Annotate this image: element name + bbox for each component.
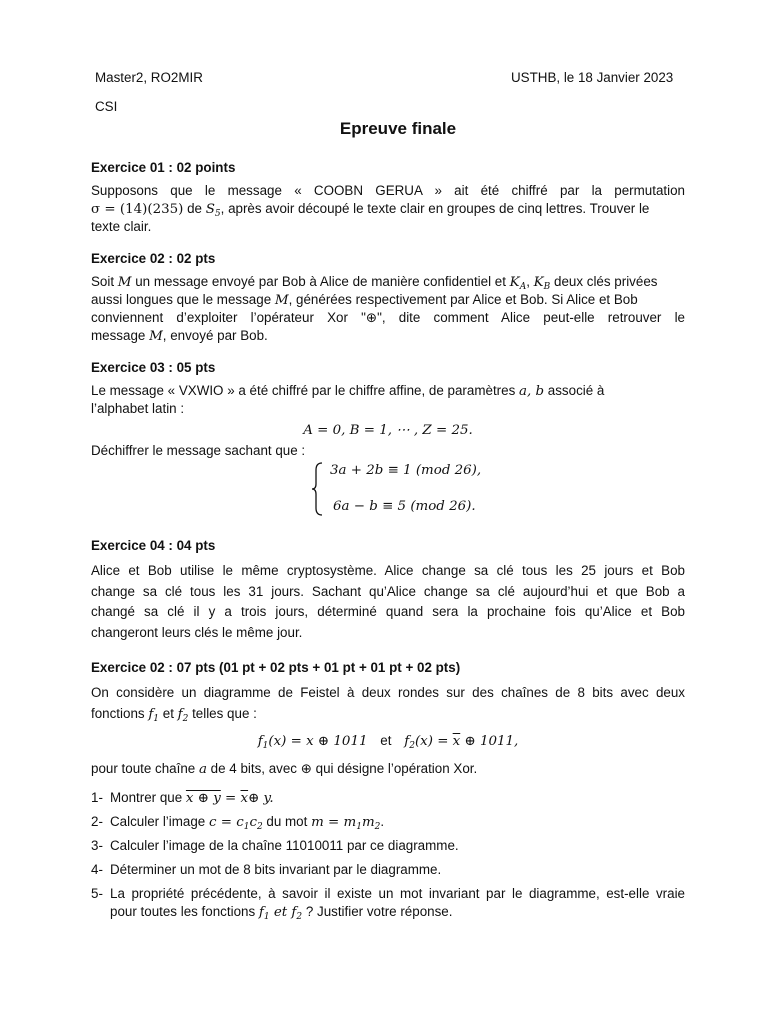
- ex2-line-4: message M, envoyé par Bob.: [91, 328, 268, 344]
- ex3-congruence-1: 3a + 2b ≡ 1 (mod 26),: [330, 463, 482, 478]
- question-3: Calculer l’image de la chaîne 11010011 par ce diagramme.: [110, 838, 459, 853]
- ex5-line-1: On considère un diagramme de Feistel à deux rondes sur des chaînes de 8 bits avec deux: [91, 685, 685, 700]
- ex5-heading: Exercice 02 : 07 pts (01 pt + 02 pts + 01 pt + 01 pt + 02 pts): [91, 660, 461, 675]
- ex3-heading: Exercice 03 : 05 pts: [91, 360, 216, 375]
- question-1: Montrer que x ⊕ $y = \overline{x}\oplus$ y.: [110, 790, 274, 806]
- ex1-line-2-text: , après avoir découpé le texte clair en groupes de cinq lettres. Trouver le: [220, 201, 650, 216]
- ex4-line-1: Alice et Bob utilise le même cryptosystème. Alice change sa clé tous les 25 jours et Bob: [91, 563, 685, 578]
- ex1-symmetric-group: $S_5$: [205, 202, 221, 219]
- ex1-de: de: [183, 201, 206, 216]
- ex4-heading: Exercice 04 : 04 pts: [91, 538, 216, 553]
- ex1-permutation: σ = (14)(235): [91, 202, 184, 217]
- question-number-1: 1-: [91, 790, 103, 805]
- ex3-line-2: l’alphabet latin :: [91, 401, 185, 416]
- ex3-congruence-2: 6a − b ≡ 5 (mod 26).: [333, 499, 476, 514]
- ex4-line-3: changé sa clé il y a trois jours, déterminé quand sera la prochaine fois qu’Alice et Bob: [91, 604, 685, 619]
- ex2-line-1: Soit M un message envoyé par Bob à Alice de manière confidentiel et $K_A$, $K_B$ deux clés privées: [91, 274, 658, 292]
- ex3-alphabet-equation: A = 0, B = 1, ⋯ , Z = 25.: [303, 423, 473, 438]
- question-5-line-2: pour toutes les fonctions $f_1$ et $f_2$ ? Justifier votre réponse.: [110, 904, 453, 922]
- ex3-line-3: Déchiffrer le message sachant que :: [91, 443, 306, 458]
- question-number-5: 5-: [91, 886, 103, 901]
- ex5-line-3: pour toute chaîne a de 4 bits, avec ⊕ qui désigne l’opération Xor.: [91, 761, 478, 777]
- header-left: Master2, RO2MIR: [95, 70, 203, 85]
- ex5-line-2: fonctions $f_1$ et $f_2$ telles que :: [91, 706, 257, 724]
- ex4-line-4: changeront leurs clés le même jour.: [91, 625, 303, 640]
- ex1-heading: Exercice 01 : 02 points: [91, 160, 236, 175]
- question-number-2: 2-: [91, 814, 103, 829]
- ex1-line-1: Supposons que le message « COOBN GERUA » ait été chiffré par la permutation: [91, 183, 685, 198]
- question-5: La propriété précédente, à savoir il existe un mot invariant par le diagramme, est-elle vraie: [110, 886, 685, 901]
- question-2: Calculer l’image $c = c_1c_2$ du mot $m = m_1m_2$.: [110, 814, 385, 832]
- ex2-heading: Exercice 02 : 02 pts: [91, 251, 216, 266]
- ex2-line-3: conviennent d’exploiter l’opérateur Xor "⊕", dite comment Alice peut-elle retrouver le: [91, 310, 685, 325]
- question-4: Déterminer un mot de 8 bits invariant par le diagramme.: [110, 862, 442, 877]
- question-number-3: 3-: [91, 838, 103, 853]
- ex2-line-2: aussi longues que le message M, générées respectivement par Alice et Bob. Si Alice et Bob: [91, 292, 638, 308]
- ex3-line-1: Le message « VXWIO » a été chiffré par le chiffre affine, de paramètres a, b associé à: [91, 383, 605, 399]
- page-title: Epreuve finale: [339, 119, 457, 138]
- ex5-feistel-functions: $f_1(x) = x$ ⊕ 1011 et $f_2(x) = \overline{x}$ ⊕ 1011,: [257, 733, 519, 751]
- ex1-line-3: texte clair.: [91, 219, 152, 234]
- header-right: USTHB, le 18 Janvier 2023: [511, 70, 674, 85]
- header-dept: CSI: [95, 99, 118, 114]
- ex1-line-2: [91, 200, 685, 219]
- left-brace: [311, 462, 323, 516]
- question-number-4: 4-: [91, 862, 103, 877]
- ex4-line-2: change sa clé tous les 31 jours. Sachant qu’Alice change sa clé aujourd’hui et que Bob a: [91, 584, 685, 599]
